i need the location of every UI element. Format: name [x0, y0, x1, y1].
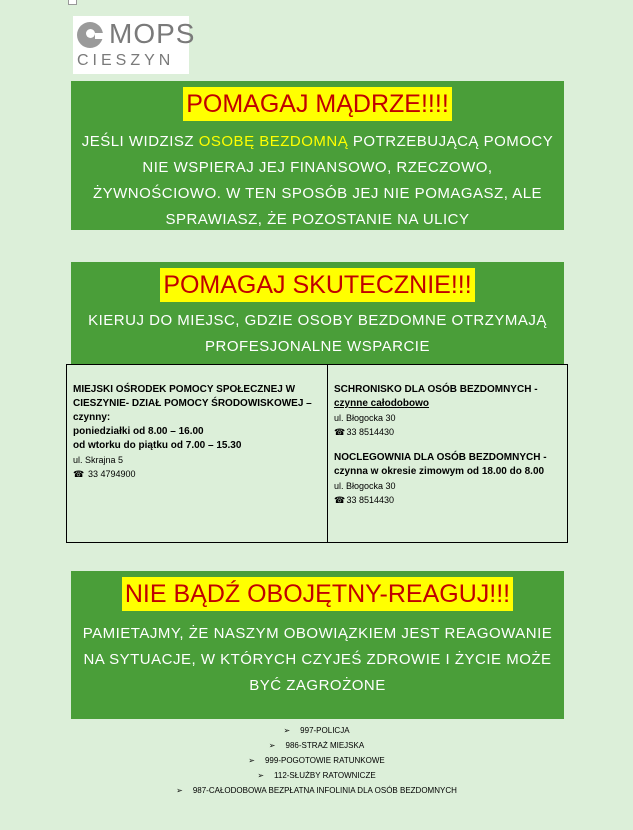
- night-shelter-title: NOCLEGOWNIA DLA OSÓB BEZDOMNYCH - czynna w okresie zimowym od 18.00 do 8.00: [334, 452, 547, 477]
- mops-title: MIEJSKI OŚRODEK POMOCY SPOŁECZNEJ W CIESZYNIE- DZIAŁ POMOCY ŚRODOWISKOWEJ – czynny:: [73, 384, 312, 423]
- shelter-title: SCHRONISKO DLA OSÓB BEZDOMNYCH -: [334, 384, 538, 395]
- arrow-bullet-icon: ➢: [176, 786, 183, 795]
- emergency-label: 112-SŁUŻBY RATOWNICZE: [274, 771, 376, 780]
- section-nie-badz-obojetny: [71, 571, 564, 719]
- logo-city: CIESZYN: [77, 52, 175, 69]
- night-shelter-phone-row: [334, 493, 562, 507]
- section1-highlight: OSOBĘ BEZDOMNĄ: [198, 133, 349, 150]
- night-shelter-address: ul. Błogocka 30: [334, 481, 396, 491]
- phone-icon: ☎: [334, 495, 346, 505]
- section-pomagaj-madrze: [71, 81, 564, 230]
- phone-icon: ☎: [334, 427, 346, 437]
- shelter-phone-row: [334, 425, 562, 439]
- emergency-label: 987-CAŁODOBOWA BEZPŁATNA INFOLINIA DLA OSÓB BEZDOMNYCH: [192, 786, 457, 795]
- list-item: [0, 783, 633, 798]
- list-item: [0, 738, 633, 753]
- phone-icon: ☎: [73, 469, 85, 479]
- emergency-label: 986-STRAŻ MIEJSKA: [285, 741, 365, 750]
- help-places-table: [66, 364, 568, 543]
- night-shelter-phone: 33 8514430: [346, 495, 395, 505]
- shelter-status: czynne całodobowo: [334, 398, 430, 409]
- arrow-bullet-icon: ➢: [248, 756, 255, 765]
- arrow-bullet-icon: ➢: [283, 726, 291, 735]
- mops-logo: [73, 16, 196, 74]
- list-item: [0, 723, 633, 738]
- arrow-bullet-icon: ➢: [268, 741, 276, 750]
- section1-text-after: POTRZEBUJĄCĄ POMOCY NIE WSPIERAJ JEJ FINANSOWO, RZECZOWO, ŻYWNOŚCIOWO. W TEN SPOSÓB JEJ NIE POMAGASZ, ALE SPRAWIASZ, ŻE POZOSTANIE NA ULICY: [92, 133, 554, 228]
- emergency-label: 999-POGOTOWIE RATUNKOWE: [264, 756, 385, 765]
- section1-text: [71, 129, 564, 233]
- mops-hours-1: poniedziałki od 8.00 – 16.00: [73, 426, 204, 437]
- table-divider: [327, 365, 328, 542]
- list-item: [0, 753, 633, 768]
- section2-headline: POMAGAJ SKUTECZNIE!!!: [160, 268, 474, 302]
- shelter-address: ul. Błogocka 30: [334, 413, 396, 423]
- section3-headline: NIE BĄDŹ OBOJĘTNY-REAGUJ!!!: [122, 577, 513, 611]
- emergency-label: 997-POLICJA: [300, 726, 350, 735]
- page-corner-marker: [68, 0, 77, 5]
- section1-headline: POMAGAJ MĄDRZE!!!!: [183, 87, 452, 121]
- arrow-bullet-icon: ➢: [257, 771, 265, 780]
- section3-text: PAMIETAJMY, ŻE NASZYM OBOWIĄZKIEM JEST REAGOWANIE NA SYTUACJE, W KTÓRYCH CZYJEŚ ZDROWIE I ŻYCIE MOŻE BYĆ ZAGROŻONE: [82, 625, 553, 694]
- mops-phone: 33 4794900: [88, 469, 136, 479]
- mops-phone-row: [73, 467, 321, 481]
- section-pomagaj-skutecznie: [71, 262, 564, 365]
- logo-brand: MOPS: [109, 18, 196, 49]
- mops-address: ul. Skrajna 5: [73, 455, 124, 465]
- shelter-phone: 33 8514430: [346, 427, 395, 437]
- section1-text-before: JEŚLI WIDZISZ: [81, 133, 199, 150]
- shelter-cell: [334, 383, 562, 507]
- mops-hours-2: od wtorku do piątku od 7.00 – 15.30: [73, 440, 242, 451]
- section2-text: KIERUJ DO MIEJSC, GDZIE OSOBY BEZDOMNE OTRZYMAJĄ PROFESJONALNE WSPARCIE: [88, 312, 547, 355]
- mops-cell: [73, 383, 321, 481]
- list-item: [0, 768, 633, 783]
- emergency-numbers-list: [0, 723, 633, 798]
- logo-icon: [77, 22, 103, 48]
